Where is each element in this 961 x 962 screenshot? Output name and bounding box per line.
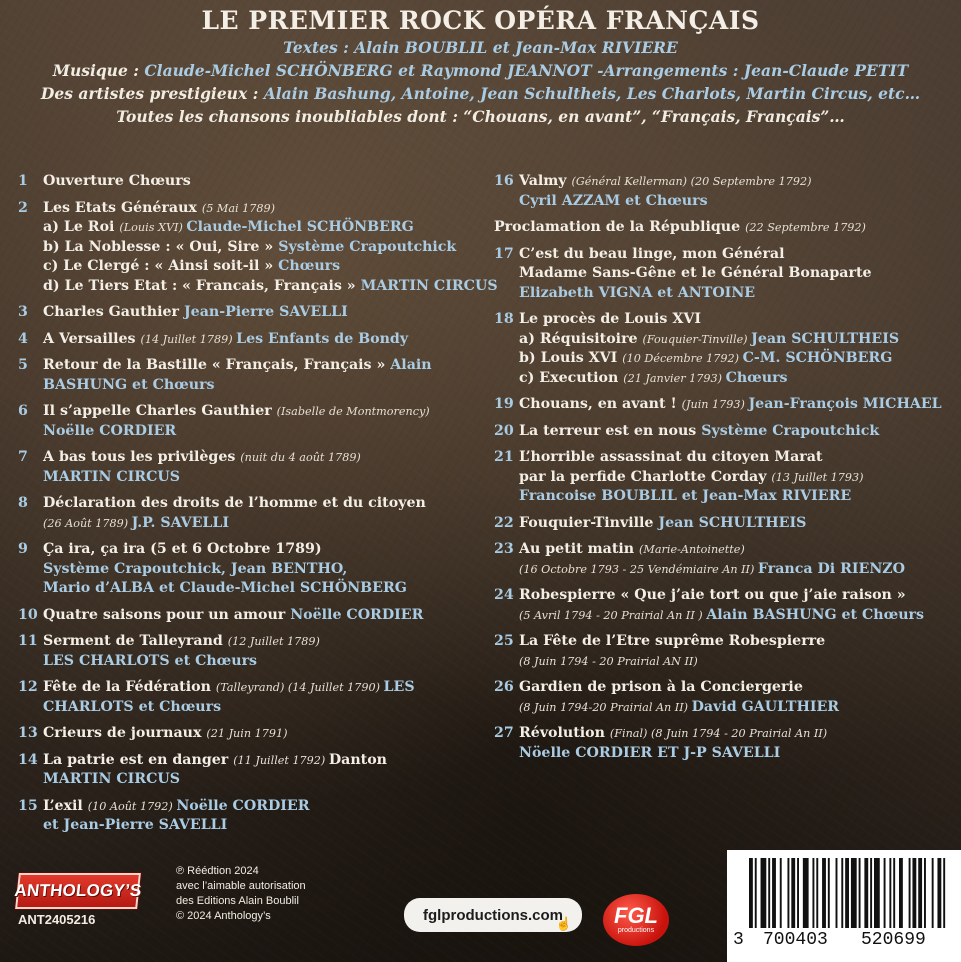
track-artist: Système Crapoutchick [701,422,880,439]
track-artist: LES [383,679,415,695]
track-line [519,540,961,560]
track-number: 13 [18,725,38,741]
track-note: (Louis XVI) [119,221,187,234]
track-note: (10 Août 1792) [87,799,177,813]
track-title: a) Réquisitoire [519,330,643,347]
track-line [43,678,478,698]
track-title: Charles Gauthier [43,304,184,320]
track-title: d) Le Tiers Etat : « Francais, Français » [43,277,361,294]
track-line [43,698,478,718]
track-title: Le procès de Louis XVI [519,311,701,327]
track-line [43,724,478,744]
barcode: 3 700403 520699 [727,850,961,962]
track-line [43,816,478,836]
main-title: LE PREMIER ROCK OPÉRA FRANÇAIS [201,6,760,35]
track-note: (Isabelle de Montmorency) [276,405,430,418]
barcode-bar [924,858,926,928]
track-item [494,540,961,579]
track-item [18,172,478,192]
track-number: 27 [494,725,514,741]
track-title: Madame Sans-Gêne et le Général Bonaparte [519,265,872,281]
track-title: Fête de la Fédération [43,679,216,695]
track-title: Danton [328,751,387,768]
barcode-bar [755,858,757,928]
track-line [43,303,478,323]
track-line [43,579,478,599]
credit-line-artists: Des artistes prestigieux : Alain Bashung, Antoine, Jean Schultheis, Les Charlots, Martin Circus, etc… [40,84,921,103]
track-item [18,678,478,717]
track-number: 2 [18,199,28,216]
barcode-bar [787,858,789,928]
track-title: Ça ira, ça ira (5 et 6 Octobre 1789) [43,541,322,557]
track-title: Les Etats Généraux [43,199,202,216]
track-artist: Noëlle CORDIER [43,422,177,439]
track-artist: Noëlle CORDIER [176,797,310,814]
track-line [43,199,478,219]
track-title: Quatre saisons pour un amour [43,606,291,623]
track-artist: Les Enfants de Bondy [236,330,409,347]
track-item [18,797,478,836]
anthologys-logo: ANTHOLOGY’S [15,873,141,909]
track-line [519,192,961,212]
track-line [519,560,961,580]
track-note: (5 Avril 1794 - 20 Prairial An II ) [519,608,707,622]
track-number: 11 [18,633,38,649]
barcode-bar [909,858,911,928]
track-number: 22 [494,514,514,531]
track-artist: LES CHARLOTS et Chœurs [43,652,258,669]
track-title: A Versailles [43,330,141,347]
track-item [494,422,961,442]
website-link[interactable]: fglproductions.com ☝ [404,898,582,932]
track-artist: BASHUNG et Chœurs [43,376,215,393]
track-number: 24 [494,587,514,603]
track-title: La patrie est en danger [43,751,234,768]
barcode-bar [822,858,826,928]
track-artist: MARTIN CIRCUS [43,771,180,787]
barcode-bar [859,858,861,928]
barcode-bar [761,858,767,928]
tracklist-left [18,172,498,843]
barcode-bar [749,858,753,928]
barcode-bar [836,858,838,928]
barcode-bar [918,858,922,928]
track-note: (Final) (8 Juin 1794 - 20 Prairial An II) [609,727,828,740]
track-artist: Jean-François MICHAEL [748,396,942,412]
track-line [519,514,961,534]
track-title: L’horrible assassinat du citoyen Marat [519,449,823,465]
track-artist: Noëlle CORDIER [290,606,424,623]
track-title: Valmy [519,173,572,189]
track-number: 15 [18,797,38,814]
track-artist: Elizabeth VIGNA et ANTOINE [519,284,756,301]
track-title: b) La Noblesse : « Oui, Sire » [43,238,279,255]
track-title: Retour de la Bastille « Français, Français » [43,357,391,373]
track-line [43,218,478,238]
barcode-bar [845,858,849,928]
track-number: 9 [18,541,28,557]
track-title: par la perfide Charlotte Corday [519,468,772,485]
track-line [519,172,961,192]
track-line [43,448,478,468]
track-artist: Nöelle CORDIER ET J-P SAVELLI [519,744,781,761]
track-number: 26 [494,679,514,695]
barcode-bar [791,858,795,928]
track-line [43,652,478,672]
track-title: Gardien de prison à la Conciergerie [519,679,803,695]
track-title: Révolution [519,725,610,741]
track-line [43,540,478,560]
track-line [43,330,478,350]
track-number: 8 [18,495,28,511]
track-line [494,218,961,238]
track-title: Il s’appelle Charles Gauthier [43,403,277,419]
barcode-bar [797,858,799,928]
track-line [43,376,478,396]
credit-line-texts: Textes : Alain BOUBLIL et Jean-Max RIVIERE [283,38,678,57]
header [0,6,961,128]
barcode-bar [943,858,945,928]
track-line [43,797,478,817]
track-line [43,356,478,376]
track-item [494,310,961,388]
track-item [18,494,478,533]
barcode-bar [803,858,809,928]
track-line [519,678,961,698]
track-number: 12 [18,679,38,695]
track-line [519,586,961,606]
legal-credits: ℗ Réédtion 2024 avec l’aimable autorisation des Editions Alain Boublil © 2024 Anthology’s [176,865,306,922]
track-title: Déclaration des droits de l’homme et du citoyen [43,495,426,511]
barcode-bar [912,858,916,928]
track-artist: Chœurs [725,369,788,386]
track-title: C’est du beau linge, mon Général [519,245,785,262]
track-note: (26 Août 1789) [43,516,132,530]
barcode-bar [870,858,872,928]
track-item [494,395,961,415]
track-item [18,330,478,350]
track-artist: Franca Di RIENZO [757,560,906,577]
barcode-bar [768,858,770,928]
track-title: Au petit matin [519,541,640,557]
track-item [18,751,478,790]
track-item [18,356,478,395]
track-item [18,540,478,599]
track-artist: J.P. SAVELLI [131,514,230,531]
barcode-bar [841,858,843,928]
track-title: La terreur est en nous [519,422,702,439]
track-number: 3 [18,304,28,320]
track-artist: Jean SCHULTHEIS [658,514,807,531]
catalog-number: ANT2405216 [18,912,96,927]
track-note: (Fouquier-Tinville) [642,332,752,346]
track-line [43,277,498,297]
track-title: c) Execution [519,369,624,386]
track-number: 7 [18,449,28,465]
track-number: 16 [494,173,514,189]
track-artist: CHARLOTS et Chœurs [43,698,222,715]
track-item [18,199,498,297]
barcode-bars [749,858,949,928]
track-line [519,487,961,507]
track-item [494,245,961,304]
track-artist: Mario d’ALBA et Claude-Michel SCHÖNBERG [43,580,407,596]
track-item [18,724,478,744]
track-note: (nuit du 4 août 1789) [240,451,361,464]
track-title: a) Le Roi [43,219,120,235]
track-note: (12 Juillet 1789) [227,635,320,648]
track-line [519,422,961,442]
track-item [494,632,961,671]
tracklist-right [494,172,961,770]
track-note: (10 Décembre 1792) [622,352,743,365]
credit-line-songs: Toutes les chansons inoubliables dont : “Chouans, en avant”, “Français, Français”… [116,107,845,126]
barcode-bar [816,858,818,928]
track-artist: Système Crapoutchick, Jean BENTHO, [43,560,348,577]
barcode-bar [828,858,830,928]
track-item [18,632,478,671]
track-note: (5 Mai 1789) [201,201,275,215]
track-line [519,632,961,652]
track-number: 14 [18,751,38,768]
track-title: A bas tous les privilèges [43,449,241,465]
barcode-bar [889,858,891,928]
track-item [494,448,961,507]
track-number: 4 [18,330,28,347]
track-item [18,606,478,626]
track-title: L’exil [43,797,88,814]
track-title: Robespierre « Que j’aie tort ou que j’aie raison » [519,587,906,603]
track-number: 17 [494,245,514,262]
barcode-bar [932,858,934,928]
track-line [519,245,961,265]
track-artist: Francoise BOUBLIL et Jean-Max RIVIERE [519,488,852,504]
track-line [43,514,478,534]
track-line [519,310,961,330]
track-line [43,257,478,277]
track-line [43,422,478,442]
track-item [18,402,478,441]
track-title: La Fête de l’Etre suprême Robespierre [519,633,826,649]
track-item [18,303,478,323]
track-line [519,264,961,284]
credit-line-music: Musique : Claude-Michel SCHÖNBERG et Raymond JEANNOT -Arrangements : Jean-Claude PETIT [52,61,909,80]
track-number: 1 [18,173,28,189]
track-note: (Juin 1793) [681,398,749,411]
barcode-bar [851,858,857,928]
track-item [494,514,961,534]
barcode-bar [864,858,868,928]
track-note: (13 Juillet 1793) [771,470,864,484]
track-title: Serment de Talleyrand [43,633,228,649]
track-note: (Général Kellerman) (20 Septembre 1792) [571,175,812,188]
track-line [519,606,961,626]
barcode-bar [780,858,782,928]
track-line [519,369,961,389]
barcode-bar [812,858,814,928]
track-artist: Cyril AZZAM et Chœurs [519,192,708,209]
track-artist: et Jean-Pierre SAVELLI [43,817,228,833]
track-number: 5 [18,357,28,373]
track-artist: Claude-Michel SCHÖNBERG [186,219,414,235]
track-artist: Chœurs [278,258,341,274]
track-number: 10 [18,606,38,623]
track-artist: David GAULTHIER [691,698,840,715]
track-line [43,632,478,652]
track-line [519,349,961,369]
track-number: 25 [494,633,514,649]
track-note: (22 Septembre 1792) [745,221,866,234]
track-number: 20 [494,422,514,439]
track-note: (Talleyrand) (14 Juillet 1790) [215,681,384,694]
track-line [43,172,478,192]
track-artist: Alain BASHUNG et Chœurs [706,606,924,623]
track-line [43,560,478,580]
track-line [519,330,961,350]
track-line [519,698,961,718]
track-line [43,238,478,258]
track-number: 21 [494,449,514,465]
track-line [519,744,961,764]
cursor-icon: ☝ [555,916,572,931]
barcode-bar [899,858,903,928]
track-line [43,606,478,626]
track-number: 19 [494,396,514,412]
track-note: (8 Juin 1794-20 Prairial An II) [519,700,692,714]
track-item [18,448,478,487]
track-note: (16 Octobre 1793 - 25 Vendémiaire An II) [519,562,758,576]
track-line [519,395,961,415]
track-title: Ouverture Chœurs [43,173,191,189]
track-item [494,586,961,625]
track-line [43,770,478,790]
track-artist: Alain [390,357,432,373]
barcode-bar [884,858,886,928]
track-line [519,724,961,744]
track-artist: C-M. SCHÖNBERG [742,350,893,366]
track-title: Fouquier-Tinville [519,514,659,531]
track-note: (21 Janvier 1793) [623,371,726,385]
track-line [519,284,961,304]
barcode-bar [874,858,880,928]
track-item [494,678,961,717]
track-artist: Jean-Pierre SAVELLI [183,304,348,320]
track-line [43,402,478,422]
barcode-bar [772,858,776,928]
track-title: Chouans, en avant ! [519,396,682,412]
track-line [519,448,961,468]
track-line [43,468,478,488]
barcode-bar [937,858,941,928]
track-line [519,652,961,672]
track-number: 18 [494,311,514,327]
track-artist: MARTIN CIRCUS [43,468,180,485]
track-line [43,494,478,514]
track-artist: MARTIN CIRCUS [360,277,498,294]
track-note: (Marie-Antoinette) [639,543,745,556]
track-title: b) Louis XVI [519,350,623,366]
fgl-productions-logo: FGL productions [603,894,669,946]
track-line [519,468,961,488]
track-artist: Jean SCHULTHEIS [751,330,900,347]
track-note: (8 Juin 1794 - 20 Prairial AN II) [519,654,698,668]
track-artist: Système Crapoutchick [278,238,457,255]
track-note: (11 Juillet 1792) [233,753,329,767]
barcode-bar [893,858,895,928]
track-line [43,751,478,771]
track-title: Crieurs de journaux [43,725,207,741]
track-item [494,724,961,763]
track-number: 6 [18,403,28,419]
track-title: Proclamation de la République [494,219,746,235]
track-title: c) Le Clergé : « Ainsi soit-il » [43,258,279,274]
track-item [494,172,961,211]
track-item [494,218,961,238]
track-note: (21 Juin 1791) [206,727,288,740]
track-note: (14 Juillet 1789) [140,332,237,346]
track-number: 23 [494,541,514,557]
